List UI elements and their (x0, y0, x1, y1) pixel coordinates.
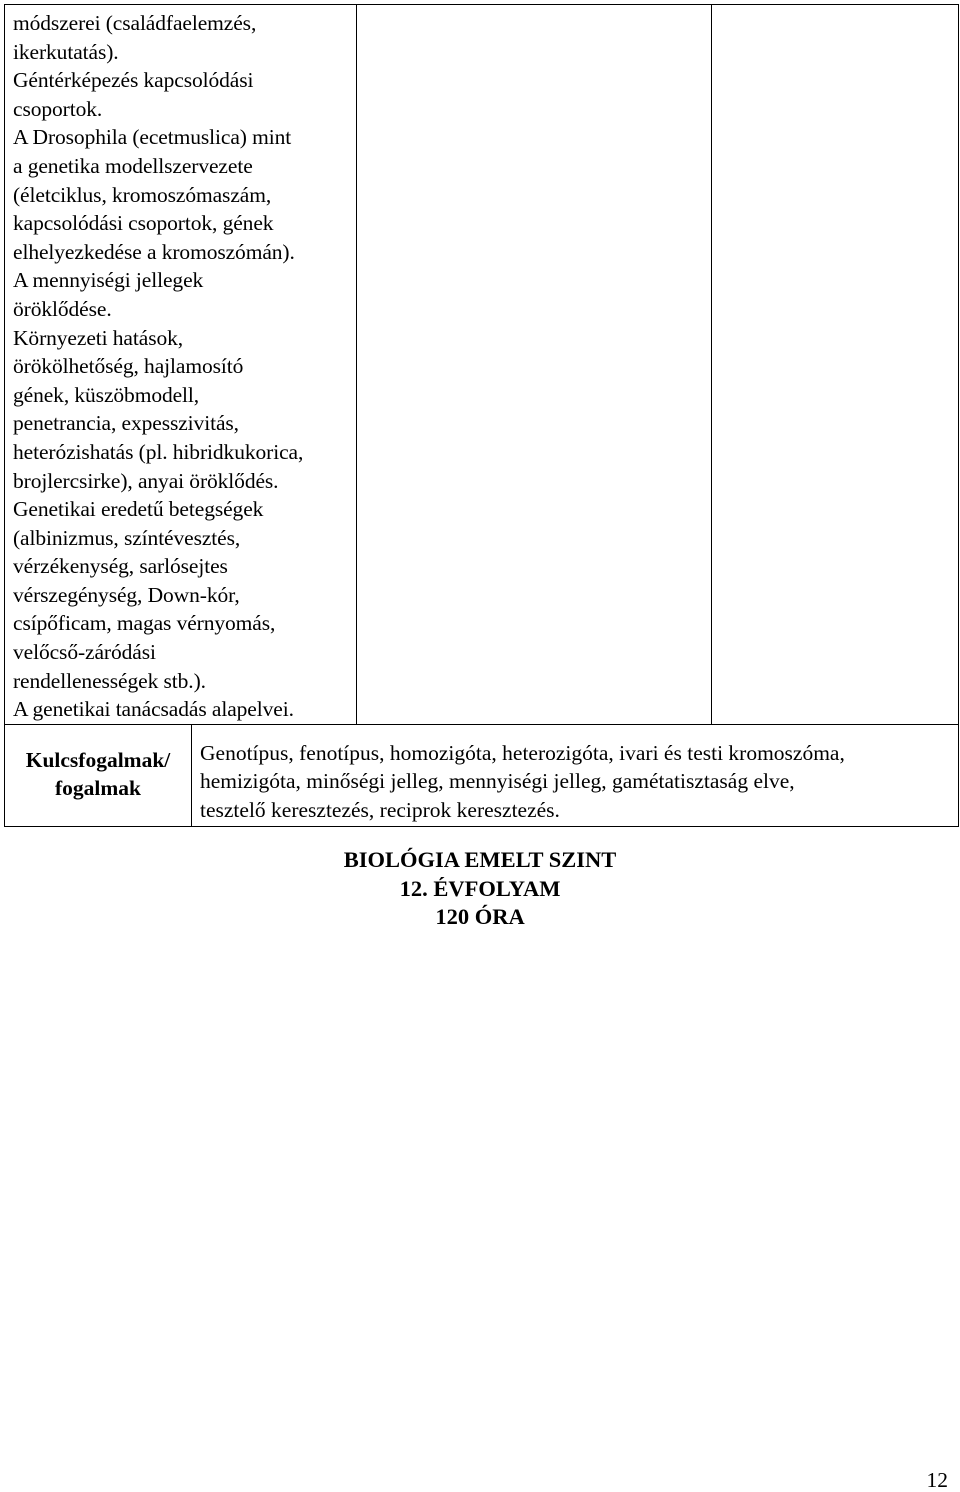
hours-count: 120 ÓRA (435, 904, 525, 930)
curriculum-table (4, 4, 959, 827)
content-line: kapcsolódási csoportok, gének (13, 211, 274, 236)
key-concepts-label: fogalmak (55, 775, 141, 800)
content-line: gének, küszöbmodell, (13, 382, 200, 407)
key-concepts-cell (192, 724, 959, 827)
key-concepts-text: Genotípus, fenotípus, homozigóta, heterozigóta, ivari és testi kromoszóma, (200, 740, 845, 765)
content-row (5, 5, 959, 725)
content-line: Környezeti hatások, (13, 325, 184, 350)
key-concepts-label-cell (5, 724, 192, 827)
empty-cell-middle (357, 5, 712, 725)
content-line: vérzékenység, sarlósejtes (13, 554, 228, 579)
content-line: Géntérképezés kapcsolódási (13, 68, 254, 93)
content-line: A mennyiségi jellegek (13, 268, 204, 293)
key-concepts-text: tesztelő keresztezés, reciprok keresztezés. (200, 797, 560, 822)
content-line: csípőficam, magas vérnyomás, (13, 611, 276, 636)
content-line: heterózishatás (pl. hibridkukorica, (13, 439, 304, 464)
content-line: módszerei (családfaelemzés, (13, 11, 257, 35)
key-concepts-label: Kulcsfogalmak/ (25, 747, 171, 772)
content-line: velőcső-záródási (13, 640, 156, 665)
content-line: vérszegénység, Down-kór, (13, 582, 240, 607)
key-concepts-row (5, 724, 959, 827)
content-line: penetrancia, expesszivitás, (13, 411, 239, 436)
content-line: öröklődése. (13, 296, 112, 321)
content-text (13, 9, 350, 724)
page-number: 12 (926, 1468, 948, 1492)
content-line: A genetikai tanácsadás alapelvei. (13, 697, 294, 722)
content-line: csoportok. (13, 96, 103, 121)
content-line: a genetika modellszervezete (13, 153, 253, 178)
section-title: BIOLÓGIA EMELT SZINT (343, 847, 617, 872)
content-line: ikerkutatás). (13, 39, 119, 64)
section-heading (0, 846, 960, 932)
grade-level: 12. ÉVFOLYAM (399, 875, 561, 901)
content-line: elhelyezkedése a kromoszómán). (13, 239, 295, 264)
content-line: Genetikai eredetű betegségek (13, 497, 264, 522)
key-concepts-text: hemizigóta, minőségi jelleg, mennyiségi jelleg, gamétatisztaság elve, (200, 769, 795, 794)
empty-cell-right (712, 5, 959, 725)
content-line: örökölhetőség, hajlamosító (13, 354, 244, 379)
content-line: rendellenességek stb.). (13, 668, 206, 693)
content-line: (albinizmus, színtévesztés, (13, 525, 241, 550)
content-line: A Drosophila (ecetmuslica) mint (13, 125, 292, 150)
content-line: brojlercsirke), anyai öröklődés. (13, 468, 279, 493)
content-line: (életciklus, kromoszómaszám, (13, 182, 272, 207)
content-cell (5, 5, 357, 725)
